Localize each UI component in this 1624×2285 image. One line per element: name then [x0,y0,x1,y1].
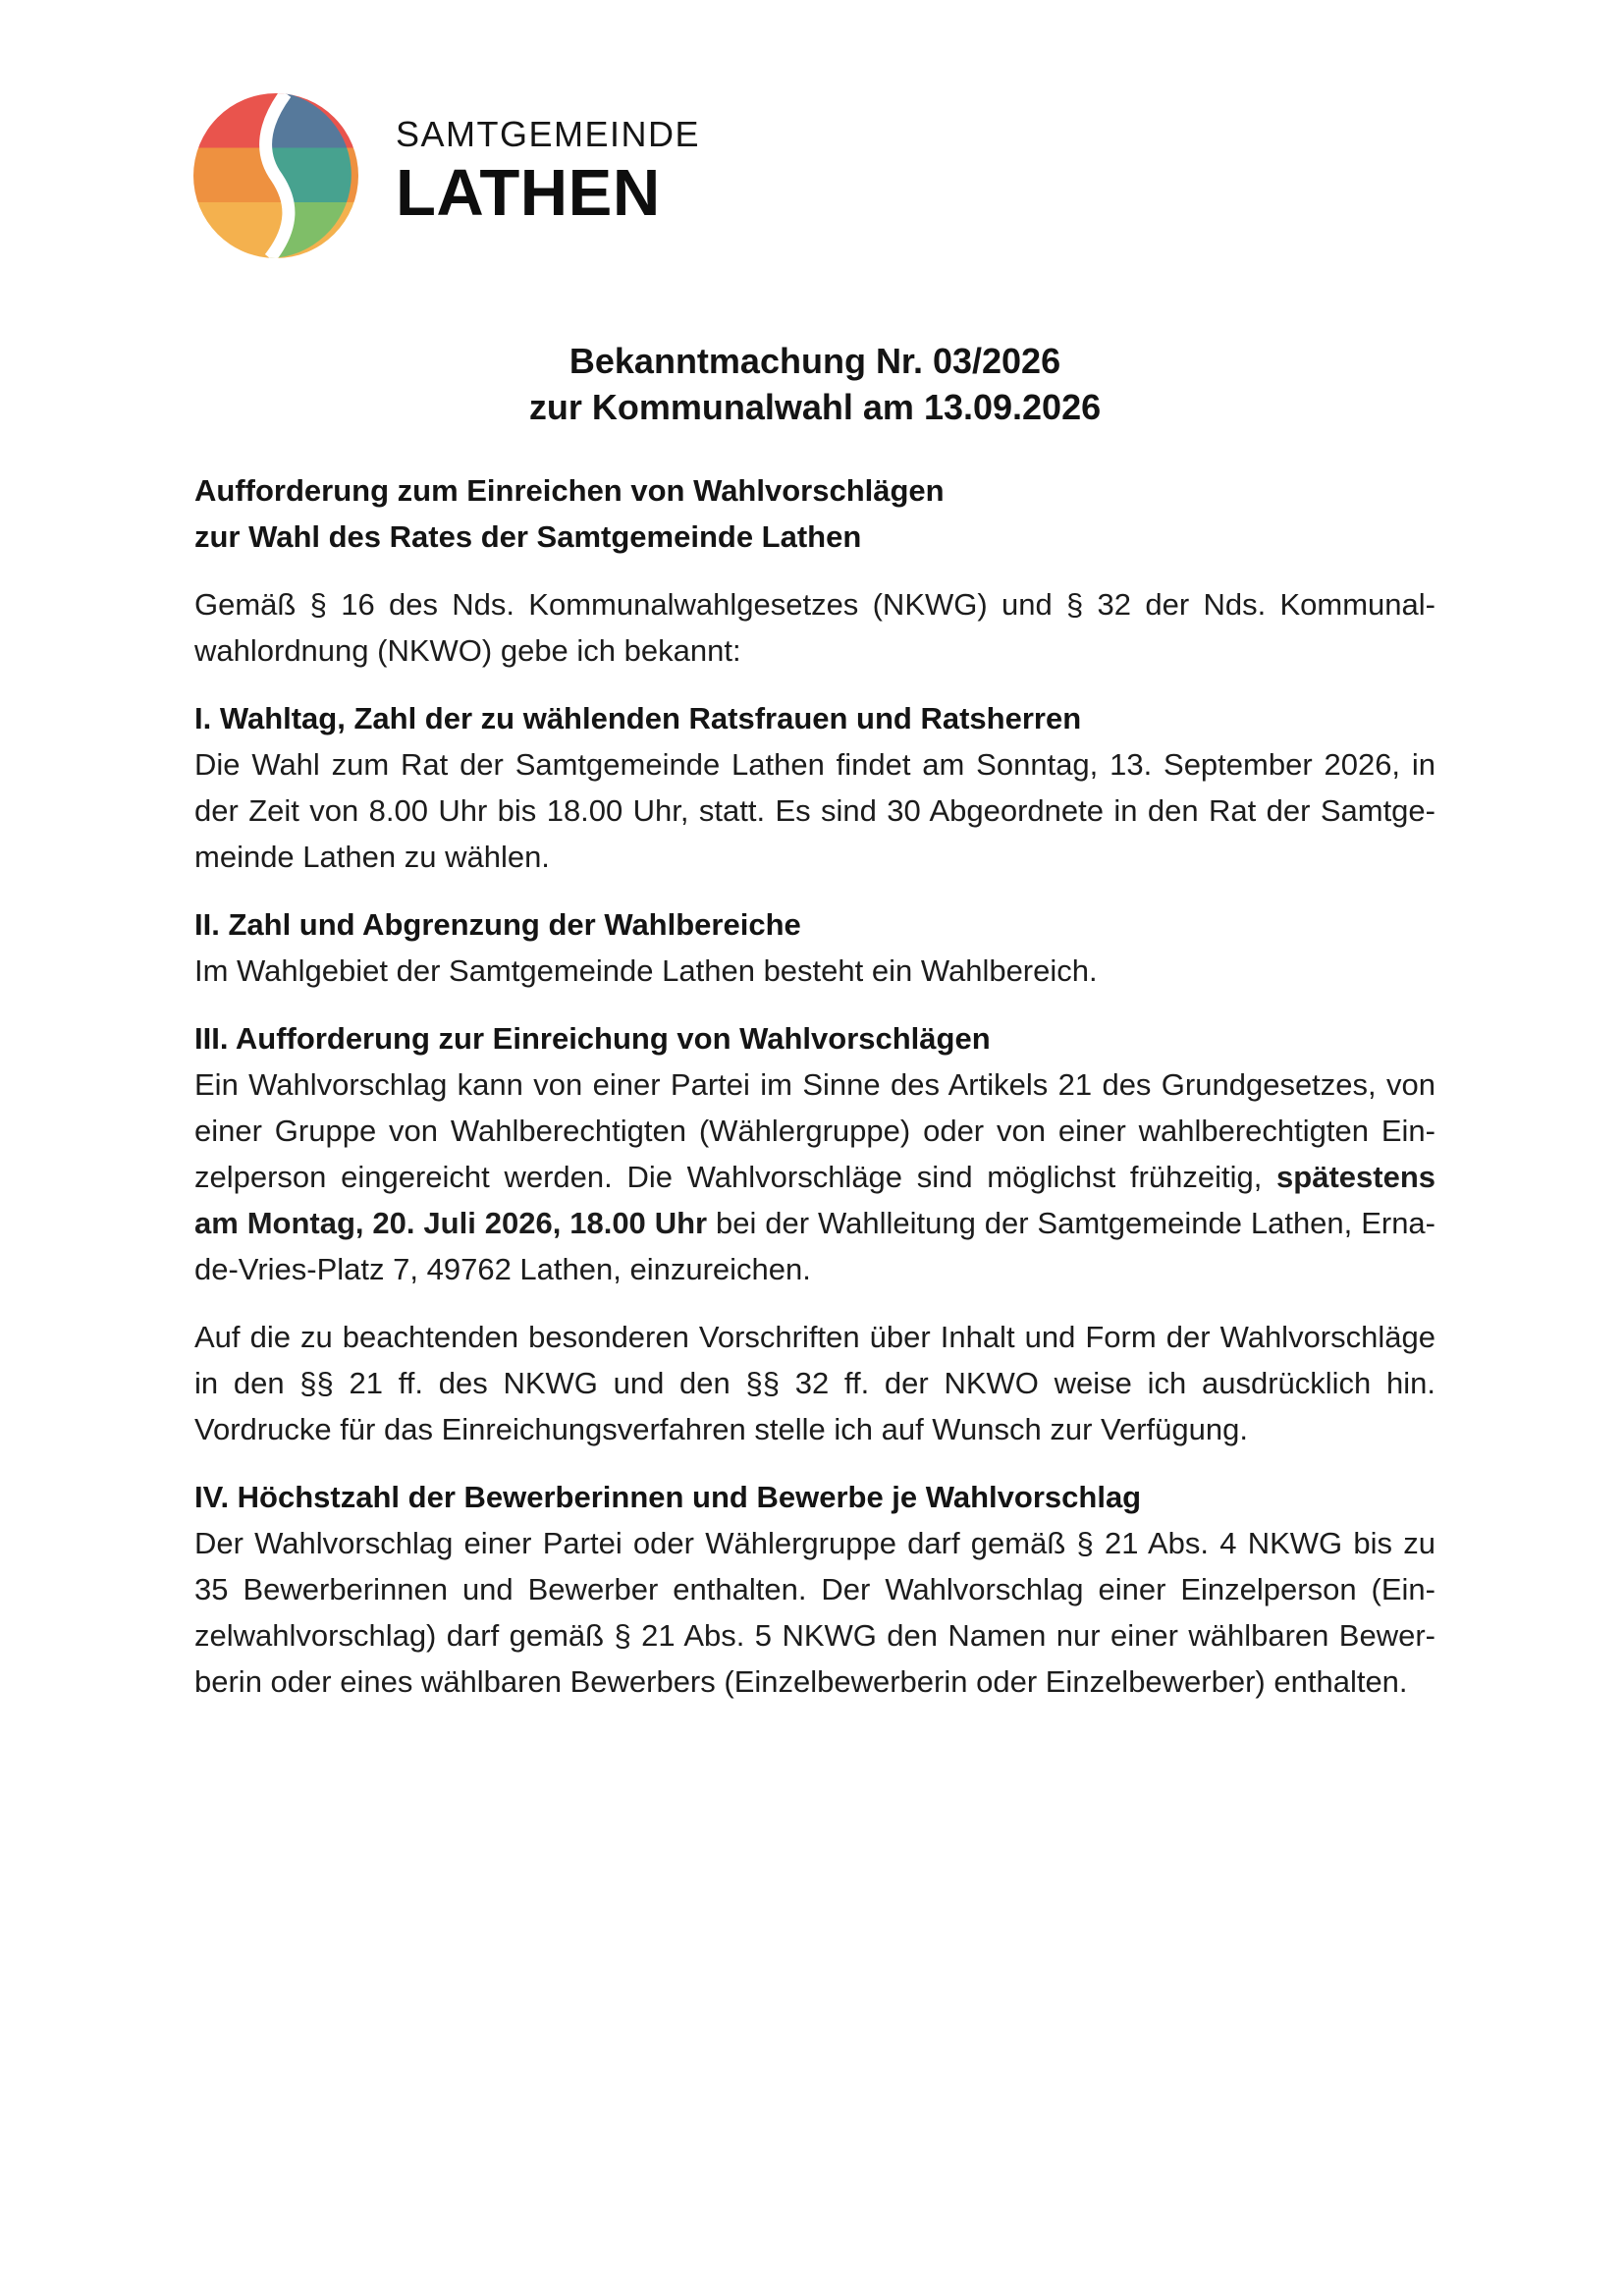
section-4-hoechstzahl [194,1474,1435,1705]
logo-wordmark [396,114,701,230]
section-4-heading: IV. Höchstzahl der Bewerberinnen und Bewerbe je Wahlvorschlag [194,1480,1142,1514]
section-3-paragraph-1: Ein Wahlvorschlag kann von einer Partei im Sinne des Artikels 21 des Grundgesetzes, von einer Gruppe von Wahlberechtigten (Wählergruppe) oder von einer wahlberechtigten Einzelperson eingereicht werden. Die Wahlvorschläge sind möglichst frühzeitig, spätestens am Montag, 20. Juli 2026, 18.00 Uhr bei der Wahlleitung der Samtgemeinde Lathen, Erna-de-Vries-Platz 7, 49762 Lathen, einzureichen. [194,1067,1435,1286]
section-3-heading: III. Aufforderung zur Einreichung von Wahlvorschlägen [194,1021,991,1056]
logo-wordmark-line1: SAMTGEMEINDE [396,114,701,154]
section-4-paragraph: Der Wahlvorschlag einer Partei oder Wählergruppe darf gemäß § 21 Abs. 4 NKWG bis zu 35 Bewerberinnen und Bewerber enthalten. Der Wahlvorschlag einer Einzelperson (Einzelwahlvorschlag) darf gemäß § 21 Abs. 5 NKWG den Namen nur einer wählbaren Bewerberin oder eines wählbaren Bewerbers (Einzelbewerberin oder Einzelbewerber) enthalten. [194,1526,1435,1699]
lathen-logo-icon [193,93,358,263]
section-2-wahlbereiche [194,901,1435,994]
logo-wordmark-line2: LATHEN [396,156,661,230]
page-title [194,338,1435,430]
document-subheading [194,467,1435,560]
logo-header [0,0,1624,295]
section-3-paragraph-2: Auf die zu beachtenden besonderen Vorschriften über Inhalt und Form der Wahlvorschläge in den §§ 21 ff. des NKWG und den §§ 32 ff. der NKWO weise ich ausdrücklich hin. Vordrucke für das Einreichungsverfahren stelle ich auf Wunsch zur Verfügung. [194,1320,1435,1446]
intro-paragraph: Gemäß § 16 des Nds. Kommunalwahlgesetzes (NKWG) und § 32 der Nds. Kommunalwahlordnung (NKWO) gebe ich bekannt: [194,587,1435,668]
section-1-paragraph: Die Wahl zum Rat der Samtgemeinde Lathen findet am Sonntag, 13. September 2026, in der Zeit von 8.00 Uhr bis 18.00 Uhr, statt. Es sind 30 Abgeordnete in den Rat der Samtgemeinde Lathen zu wählen. [194,747,1435,874]
section-1-heading: I. Wahltag, Zahl der zu wählenden Ratsfrauen und Ratsherren [194,701,1082,735]
page-title-line1: Bekanntmachung Nr. 03/2026 [568,341,1061,381]
document-subheading-line1: Aufforderung zum Einreichen von Wahlvorschlägen [194,473,945,508]
document-subheading-line2: zur Wahl des Rates der Samtgemeinde Lathen [194,519,862,554]
section-2-heading: II. Zahl und Abgrenzung der Wahlbereiche [194,907,801,942]
section-2-paragraph: Im Wahlgebiet der Samtgemeinde Lathen besteht ein Wahlbereich. [194,953,1098,988]
section-1-wahltag [194,695,1435,880]
section-3-aufforderung [194,1015,1435,1452]
page-title-line2: zur Kommunalwahl am 13.09.2026 [528,387,1102,427]
